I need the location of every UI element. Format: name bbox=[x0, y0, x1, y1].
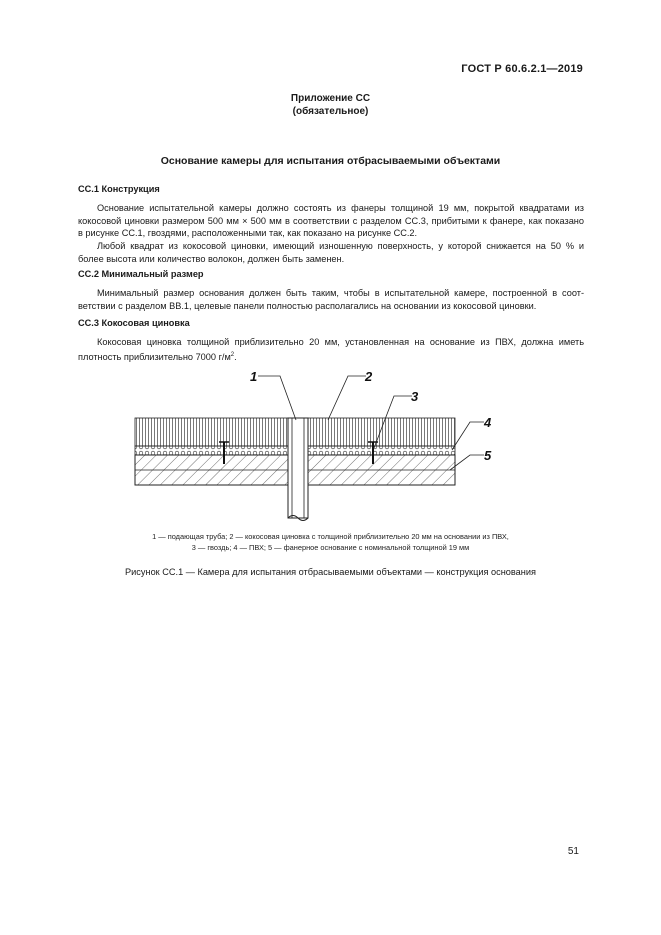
text-line: Минимальный размер основания должен быть таким, чтобы в испытательной камере, построенной в соот- bbox=[97, 288, 584, 298]
section-cc2-paragraph-1 bbox=[78, 287, 584, 312]
callout-number-3: 3 bbox=[411, 389, 419, 404]
figure-legend-line-2: 3 — гвоздь; 4 — ПВХ; 5 — фанерное основание с номинальной толщиной 19 мм bbox=[191, 543, 470, 552]
text-line: ветствии с разделом ВВ.1, целевые панели полностью располагались на основании из кокосовой циновки. bbox=[78, 300, 537, 311]
text-line: более высота или количество волокон, должен быть заменен. bbox=[78, 253, 345, 264]
callout-leader-4 bbox=[452, 422, 484, 450]
callout-number-4: 4 bbox=[484, 415, 492, 430]
text-line: Кокосовая циновка толщиной приблизительно 20 мм, установленная на основание из ПВХ, должна иметь bbox=[97, 337, 584, 347]
page-number: 51 bbox=[567, 846, 579, 857]
text-line: Любой квадрат из кокосовой циновки, имеющий изношенную поверхность, у которой снижается на 50 % и bbox=[97, 241, 584, 251]
callout-leader-2 bbox=[328, 376, 366, 420]
section-cc1-paragraph-2 bbox=[78, 240, 584, 265]
callout-number-5: 5 bbox=[484, 448, 492, 463]
callout-leader-1 bbox=[258, 376, 296, 420]
figure-caption: Рисунок СС.1 — Камера для испытания отбрасываемыми объектами — конструкция основания bbox=[125, 567, 536, 577]
text-fragment: . bbox=[234, 351, 237, 362]
page-title: Основание камеры для испытания отбрасываемыми объектами bbox=[160, 155, 501, 167]
figure-base-construction bbox=[0, 360, 661, 530]
callout-number-2: 2 bbox=[365, 369, 373, 384]
callout-number-1: 1 bbox=[250, 369, 258, 384]
text-line: кокосовой циновки размером 500 мм × 500 мм в соответствии с разделом СС.3, прибитыми к фанере, как показано bbox=[78, 215, 584, 226]
feed-pipe bbox=[288, 418, 308, 518]
superscript: 2 bbox=[230, 351, 235, 358]
annex-title: Приложение СС bbox=[290, 93, 371, 104]
figure-legend-line-1: 1 — подающая труба; 2 — кокосовая циновка с толщиной приблизительно 20 мм на основании из ПВХ, bbox=[152, 532, 509, 541]
section-cc1-paragraph-1 bbox=[78, 202, 584, 240]
text-line: в рисунке СС.1, гвоздями, расположенными так, как показано на рисунке СС.2. bbox=[78, 228, 418, 239]
text-fragment: плотность приблизительно 7000 г/м bbox=[78, 351, 231, 362]
section-heading-cc1: СС.1 Конструкция bbox=[78, 184, 160, 194]
section-heading-cc2: СС.2 Минимальный размер bbox=[78, 269, 204, 279]
section-heading-cc3: СС.3 Кокосовая циновка bbox=[78, 318, 190, 328]
standard-number: ГОСТ Р 60.6.2.1—2019 bbox=[461, 63, 583, 75]
annex-status: (обязательное) bbox=[292, 106, 369, 117]
text-line: Основание испытательной камеры должно состоять из фанеры толщиной 19 мм, покрытой квадратами из bbox=[97, 203, 584, 213]
